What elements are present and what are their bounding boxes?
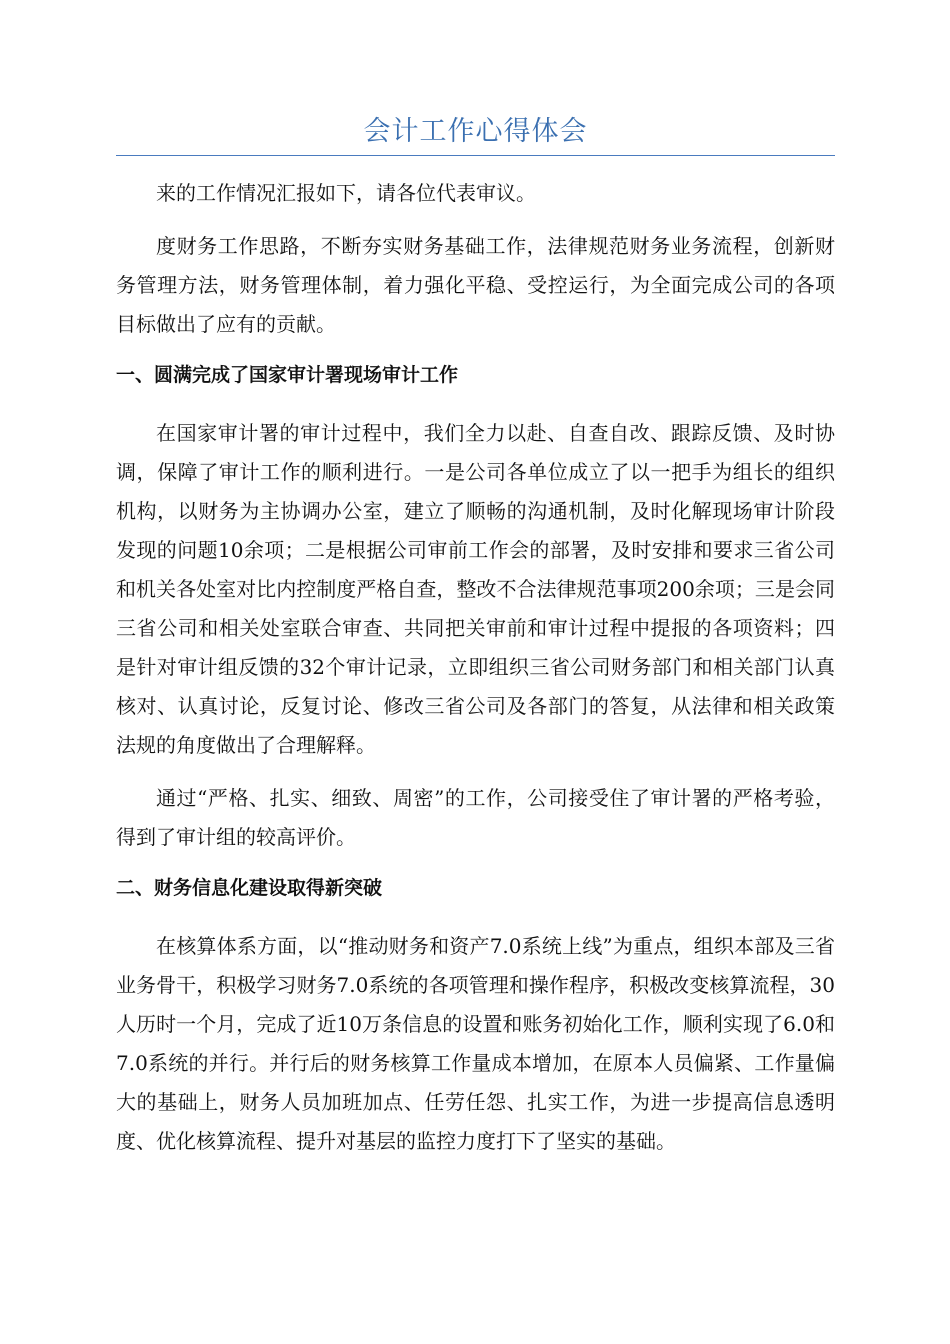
section1-paragraph-2: 通过“严格、扎实、细致、周密”的工作，公司接受住了审计署的严格考验，得到了审计组的较高评价。 bbox=[116, 786, 835, 849]
intro-paragraph-1: 来的工作情况汇报如下，请各位代表审议。 bbox=[156, 181, 536, 205]
document-title: 会计工作心得体会 bbox=[363, 116, 588, 147]
document-body bbox=[116, 174, 835, 1175]
section-heading-1: 一、圆满完成了国家审计署现场审计工作 bbox=[116, 364, 459, 386]
section-heading-2: 二、财务信息化建设取得新突破 bbox=[116, 877, 383, 899]
section2-paragraph-1: 在核算体系方面，以“推动财务和资产7.0系统上线”为重点，组织本部及三省业务骨干，积极学习财务7.0系统的各项管理和操作程序，积极改变核算流程，30人历时一个月，完成了近10万条信息的设置和账务初始化工作，顺利实现了6.0和7.0系统的并行。并行后的财务核算工作量成本增加，在原本人员偏紧、工作量偏大的基础上，财务人员加班加点、任劳任怨、扎实工作，为进一步提高信息透明度、优化核算流程、提升对基层的监控力度打下了坚实的基础。 bbox=[116, 934, 835, 1153]
title-underline bbox=[116, 155, 835, 156]
intro-paragraph-2: 度财务工作思路，不断夯实财务基础工作，法律规范财务业务流程，创新财务管理方法，财务管理体制，着力强化平稳、受控运行，为全面完成公司的各项目标做出了应有的贡献。 bbox=[116, 234, 835, 336]
section1-paragraph-1: 在国家审计署的审计过程中，我们全力以赴、自查自改、跟踪反馈、及时协调，保障了审计工作的顺利进行。一是公司各单位成立了以一把手为组长的组织机构，以财务为主协调办公室，建立了顺畅的沟通机制，及时化解现场审计阶段发现的问题10余项；二是根据公司审前工作会的部署，及时安排和要求三省公司和机关各处室对比内控制度严格自查，整改不合法律规范事项200余项；三是会同三省公司和相关处室联合审查、共同把关审前和审计过程中提报的各项资料；四是针对审计组反馈的32个审计记录，立即组织三省公司财务部门和相关部门认真核对、认真讨论，反复讨论、修改三省公司及各部门的答复，从法律和相关政策法规的角度做出了合理解释。 bbox=[116, 421, 835, 757]
